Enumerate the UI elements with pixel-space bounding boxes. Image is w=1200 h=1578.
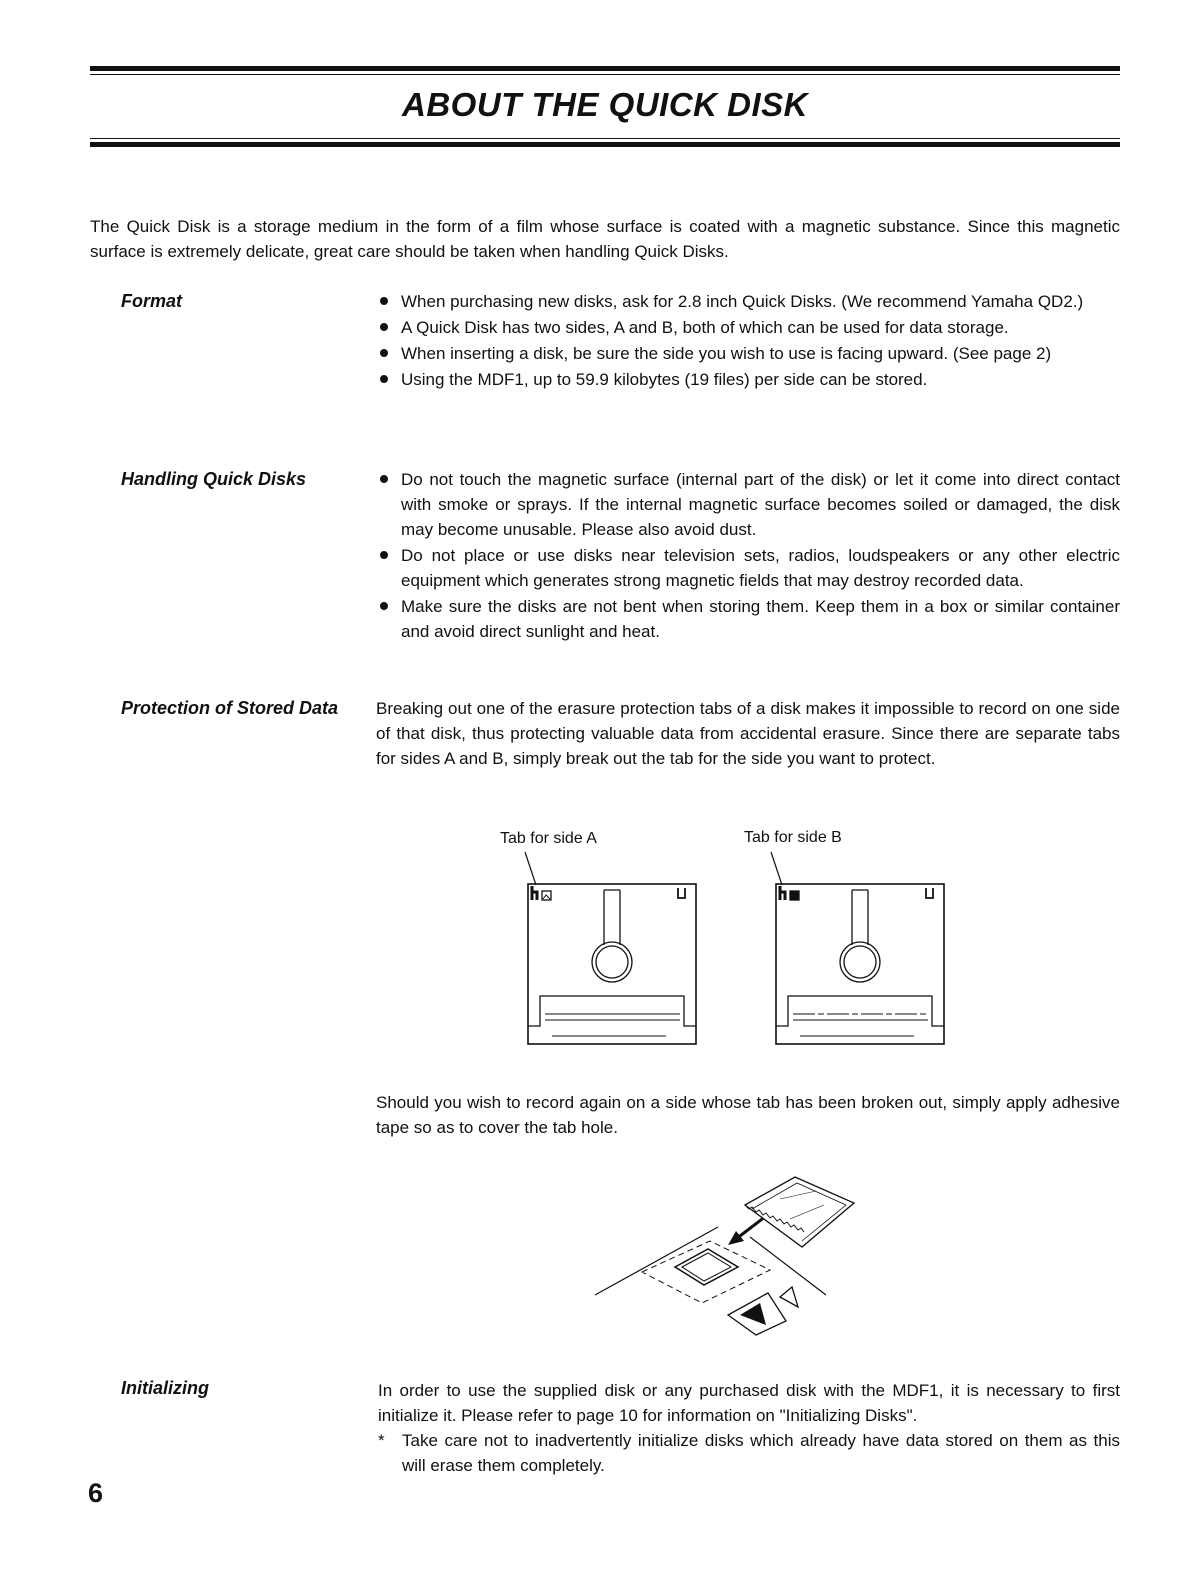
note-text: Take care not to inadvertently initialize disks which already have data stored on them as this will erase them completely. [402,1431,1120,1475]
list-item: A Quick Disk has two sides, A and B, both of which can be used for data storage. [378,315,1120,340]
header-rule-top-thick [90,66,1120,71]
tape-instruction-paragraph: Should you wish to record again on a side whose tab has been broken out, simply apply adhesive tape so as to cover the tab hole. [376,1093,1120,1137]
section-label-handling: Handling Quick Disks [121,469,307,489]
caption-tab-side-a: Tab for side A [500,830,597,847]
list-item: When inserting a disk, be sure the side you wish to use is facing upward. (See page 2) [378,341,1120,366]
handling-bullet-list [378,467,1120,645]
section-label-protection: Protection of Stored Data [121,698,339,718]
tape-over-tab-illustration [590,1175,870,1345]
page-number: 6 [88,1478,104,1508]
list-item: Do not place or use disks near television sets, radios, loudspeakers or any other electric equipment which generates strong magnetic fields that may destroy recorded data. [378,543,1120,593]
intro-paragraph: The Quick Disk is a storage medium in the form of a film whose surface is coated with a magnetic substance. Since this magnetic surface is extremely delicate, great care should be taken when handling Quick Disks. [90,217,1120,261]
header-rule-bottom-thin [90,138,1120,139]
disk-side-b-illustration [756,850,956,1050]
initializing-block [378,1378,1120,1478]
list-item: Using the MDF1, up to 59.9 kilobytes (19 files) per side can be stored. [378,367,1120,392]
list-item: Do not touch the magnetic surface (internal part of the disk) or let it come into direct contact with smoke or sprays. If the internal magnetic surface becomes soiled or damaged, the disk may become unusable. Please also avoid dust. [378,467,1120,542]
section-label-initializing: Initializing [121,1378,209,1398]
list-item: When purchasing new disks, ask for 2.8 inch Quick Disks. (We recommend Yamaha QD2.) [378,289,1120,314]
disk-side-a-illustration [510,850,710,1050]
header-rule-top-thin [90,74,1120,75]
format-bullet-list [378,289,1120,393]
header-rule-bottom-thick [90,142,1120,147]
page-title: ABOUT THE QUICK DISK [402,86,808,123]
caption-tab-side-b: Tab for side B [744,829,842,846]
initializing-paragraph: In order to use the supplied disk or any purchased disk with the MDF1, it is necessary to first initialize it. Please refer to page 10 for information on "Initializing Disks". [378,1381,1120,1425]
list-item: Make sure the disks are not bent when storing them. Keep them in a box or similar container and avoid direct sunlight and heat. [378,594,1120,644]
section-label-format: Format [121,291,183,311]
initializing-note [378,1428,1120,1478]
note-asterisk: * [378,1431,385,1450]
protection-paragraph: Breaking out one of the erasure protection tabs of a disk makes it impossible to record on one side of that disk, thus protecting valuable data from accidental erasure. Since there are separate tabs for sides A and B, simply break out the tab for the side you want to protect. [376,699,1120,768]
